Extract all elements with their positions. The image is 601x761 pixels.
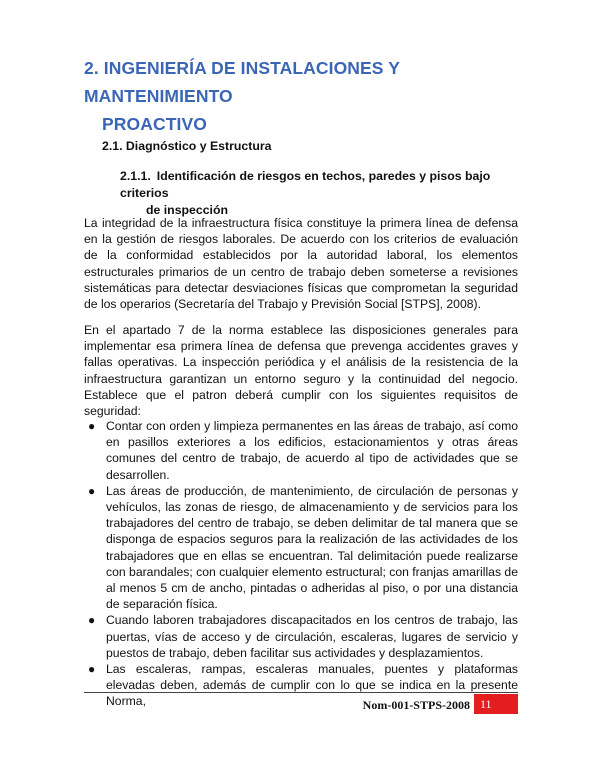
subsubsection-heading (120, 168, 530, 219)
section-heading (84, 54, 534, 138)
section-title-line1: INGENIERÍA DE INSTALACIONES Y MANTENIMIENTO (84, 58, 400, 106)
bullet-icon: ● (88, 613, 96, 628)
bullet-icon: ● (88, 419, 96, 433)
footer-norm-label: Nom-001-STPS-2008 (362, 698, 470, 712)
footer-divider (84, 692, 518, 693)
page-number-badge: 11 (474, 694, 518, 714)
bullet-icon: ● (88, 483, 96, 498)
list-item: ● Cuando laboren trabajadores discapacitados en los centros de trabajo, las puertas, vías de acceso y de circulación, escaleras, lugares de servicio y puestos de trabajo, deben facilitar sus actividades y desplazamientos. (88, 613, 518, 660)
subsection-heading: 2.1. Diagnóstico y Estructura (102, 139, 272, 153)
subsubsection-title-line1: Identificación de riesgos en techos, paredes y pisos bajo criterios (120, 169, 491, 200)
subsubsection-title-line2: de inspección (146, 203, 229, 217)
section-title-line2: PROACTIVO (102, 114, 207, 134)
list-item: ● Las áreas de producción, de mantenimiento, de circulación de personas y vehículos, las zonas de riesgo, de almacenamiento y de servicios para los trabajadores del centro de trabajo, se deben delimitar de tal manera que se disponga de espacios seguros para la realización de las actividades de los trabajadores que en ellas se encuentran. Tal delimitación puede realizarse con barandales; con cualquier elemento estructural; con franjas amarillas de al menos 5 cm de ancho, pintadas o adheridas al piso, o por una distancia de separación física. (88, 483, 518, 612)
paragraph-intro: La integridad de la infraestructura física constituye la primera línea de defensa en la gestión de riesgos laborales. De acuerdo con los criterios de evaluación de la conformidad establecidos por la autoridad laboral, los elementos estructurales primarios de un centro de trabajo deben someterse a revisiones sistemáticas para detectar desviaciones físicas que comprometan la seguridad de los operarios (Secretaría del Trabajo y Previsión Social [STPS], 2008). (84, 216, 518, 312)
subsubsection-number: 2.1.1. (120, 169, 151, 183)
list-item: ● Las escaleras, rampas, escaleras manuales, puentes y plataformas elevadas deben, además de cumplir con lo que se indica en la presente Norma, (88, 662, 518, 709)
bullet-icon: ● (88, 662, 96, 677)
requirements-list (84, 418, 518, 710)
list-item: ● Contar con orden y limpieza permanentes en las áreas de trabajo, así como en pasillos exteriores a los edificios, estacionamientos y otras áreas comunes del centro de trabajo, de acuerdo al tipo de actividades que se desarrollen. (88, 419, 518, 482)
section-number: 2. (84, 58, 99, 78)
paragraph-requirements: En el apartado 7 de la norma establece las disposiciones generales para implementar esa primera línea de defensa que prevenga accidentes graves y fallas operativas. La inspección periódica y el análisis de la resistencia de la infraestructura garantizan un entorno seguro y la continuidad del negocio. Establece que el patron deberá cumplir con los siguientes requisitos de seguridad: (84, 323, 518, 419)
